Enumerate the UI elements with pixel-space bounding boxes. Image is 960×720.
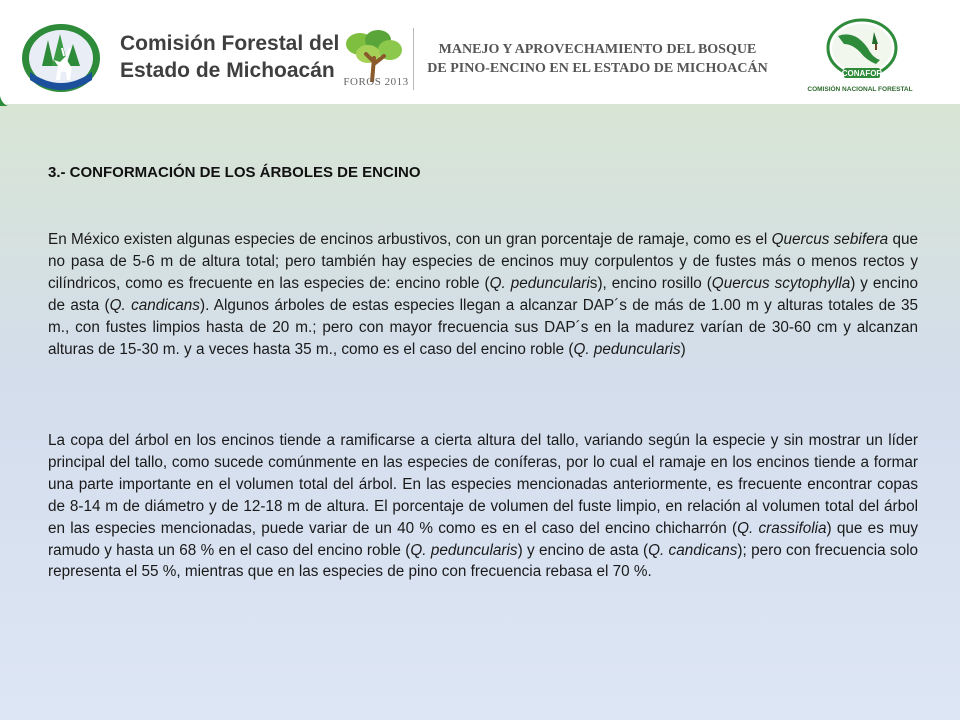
p1-text: s), encino rosillo ( xyxy=(589,274,712,292)
foros-tree-logo xyxy=(336,28,416,82)
species-name: Q. candicans xyxy=(648,541,738,559)
species-name: Q. pedunculari xyxy=(489,274,590,292)
event-title-line2: DE PINO-ENCINO EN EL ESTADO DE MICHOACÁN xyxy=(427,61,768,76)
p2-text: ); pero con frecuencia solo representa el 55 %, mientras que en las especies de pino con frecuencia rebasa el 70 %. xyxy=(48,541,918,581)
p1-text: que no pasa de 5-6 m de altura total; pero también hay especies de encinos muy corpulentos y de fustes más o menos rectos y cilíndricos, como es frecuente en las especies de: encino roble ( xyxy=(48,231,919,292)
conafor-caption: COMISIÓN NACIONAL FORESTAL xyxy=(807,86,913,93)
p2-text: La copa del árbol en los encinos tiende a ramificarse a cierta altura del tallo, variando según la especie y sin mostrar un líder principal del tallo, como sucede comúnmente en las especies de coníferas, por lo cual el ramaje en los encinos tiende a formar una parte importante en el volumen total del árbol. En las especies mencionadas anteriormente, es frecuente encontrar copas de 8-14 m de diámetro y de 12-18 m de altura. El porcentaje de volumen del fuste limpio, en relación al volumen total del árbol en las especies mencionadas, puede variar de un 40 % como es en el caso del encino chicharrón ( xyxy=(48,432,918,537)
cofom-logo xyxy=(20,22,102,94)
event-title-line1: MANEJO Y APROVECHAMIENTO DEL BOSQUE xyxy=(438,42,757,57)
slide-header xyxy=(0,0,960,104)
species-name: Q. peduncularis xyxy=(573,340,681,358)
organization-name xyxy=(120,30,339,84)
corner-accent xyxy=(0,96,10,106)
event-title xyxy=(425,40,770,78)
foros-label: FOROS 2013 xyxy=(343,76,409,88)
organization-name-line2: Estado de Michoacán xyxy=(120,59,335,82)
species-name: Q. peduncularis xyxy=(410,541,518,559)
paragraph-2 xyxy=(48,430,918,583)
species-name: Quercus sebifera xyxy=(771,231,889,248)
species-name: Q. candicans xyxy=(109,296,200,314)
header-divider xyxy=(413,28,414,90)
conafor-logo-text: CONAFOR xyxy=(841,69,883,78)
p1-text: ) xyxy=(680,340,686,358)
species-name: Quercus scytophylla xyxy=(711,274,851,292)
species-name: Q. crassifolia xyxy=(737,519,827,537)
p2-text: ) que es muy ramudo y hasta un 68 % en el caso del encino roble ( xyxy=(48,519,919,559)
conafor-logo xyxy=(814,18,910,82)
section-heading: 3.- CONFORMACIÓN DE LOS ÁRBOLES DE ENCINO xyxy=(48,164,421,181)
paragraph-1 xyxy=(48,229,918,360)
p1-text: En México existen algunas especies de encinos arbustivos, con un gran porcentaje de ramaje, como es el xyxy=(48,231,772,248)
organization-name-line1: Comisión Forestal del xyxy=(120,32,340,55)
p1-text: ) y encino de asta ( xyxy=(48,274,918,314)
p2-text: ) y encino de asta ( xyxy=(517,541,649,559)
p1-text: ). Algunos árboles de estas especies llegan a alcanzar DAP´s de más de 1.00 m y alturas totales de 35 m., con fustes limpios hasta de 20 m.; pero con mayor frecuencia sus DAP´s en la madurez varían de 30-60 cm y alcanzan alturas de 15-30 m. y a veces hasta 35 m., como es el caso del encino roble ( xyxy=(48,296,918,358)
slide-body xyxy=(0,104,960,720)
